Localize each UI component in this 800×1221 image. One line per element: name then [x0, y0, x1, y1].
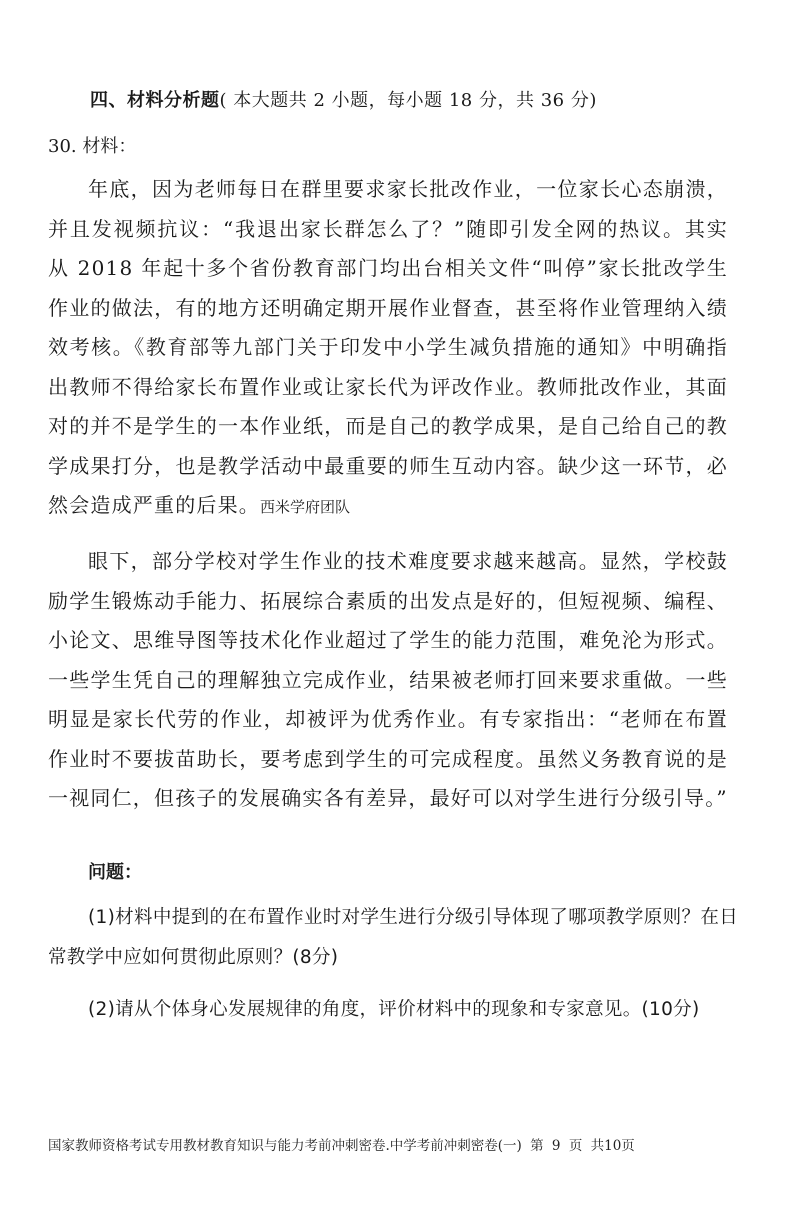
footer-page-unit: 页 — [568, 1138, 583, 1154]
footer-page-label: 第 — [530, 1138, 544, 1154]
question-2: (2)请从个体身心发展规律的角度，评价材料中的现象和专家意见。(10分) — [88, 999, 700, 1020]
footer-total: 共10页 — [590, 1138, 635, 1154]
section-title-subtitle: ( 本大题共 2 小题，每小题 18 分，共 36 分) — [219, 90, 597, 111]
footer-source: 国家教师资格考试专用教材教育知识与能力考前冲刺密卷.中学考前冲刺密卷(一) — [48, 1138, 522, 1154]
material-paragraph-2: 眼下，部分学校对学生作业的技术难度要求越来越高。显然，学校鼓励学生锻炼动手能力、拓展综合素质的出发点是好的，但短视频、编程、小论文、思维导图等技术化作业超过了学生的能力范围，难免沦为形式。一些学生凭自己的理解独立完成作业，结果被老师打回来要求重做。一些明显是家长代劳的作业，却被评为优秀作业。有专家指出：“老师在布置作业时不要拔苗助长，要考虑到学生的可完成程度。虽然义务教育说的是一视同仁，但孩子的发展确实各有差异，最好可以对学生进行分级引导。” — [48, 549, 728, 810]
footer-page-number: 9 — [551, 1138, 561, 1154]
material-paragraph-1-text: 年底，因为老师每日在群里要求家长批改作业，一位家长心态崩溃，并且发视频抗议：“我退出家长群怎么了？”随即引发全网的热议。其实从 2018 年起十多个省份教育部门均出台相关文件“叫停”家长批改学生作业的做法，有的地方还明确定期开展作业督查，甚至将作业管理纳入绩效考核。《教育部等九部门关于印发中小学生减负措施的通知》中明确指出教师不得给家长布置作业或让家长代为评改作业。教师批改作业，其面对的并不是学生的一本作业纸，而是自己的教学成果，是自己给自己的教学成果打分，也是教学活动中最重要的师生互动内容。缺少这一环节，必然会造成严重的后果。 — [48, 177, 728, 517]
question-number: 30. 材料： — [48, 136, 137, 157]
section-title — [90, 86, 597, 112]
questions-label: 问题： — [88, 862, 142, 883]
page-footer — [48, 1134, 748, 1154]
material-paragraph-1 — [48, 170, 728, 528]
question-1: (1)材料中提到的在布置作业时对学生进行分级引导体现了哪项教学原则？在日常教学中应如何贯彻此原则？(8分) — [48, 907, 738, 968]
watermark-text: 西米学府团队 — [260, 498, 351, 516]
section-title-main: 四、材料分析题 — [90, 90, 220, 111]
